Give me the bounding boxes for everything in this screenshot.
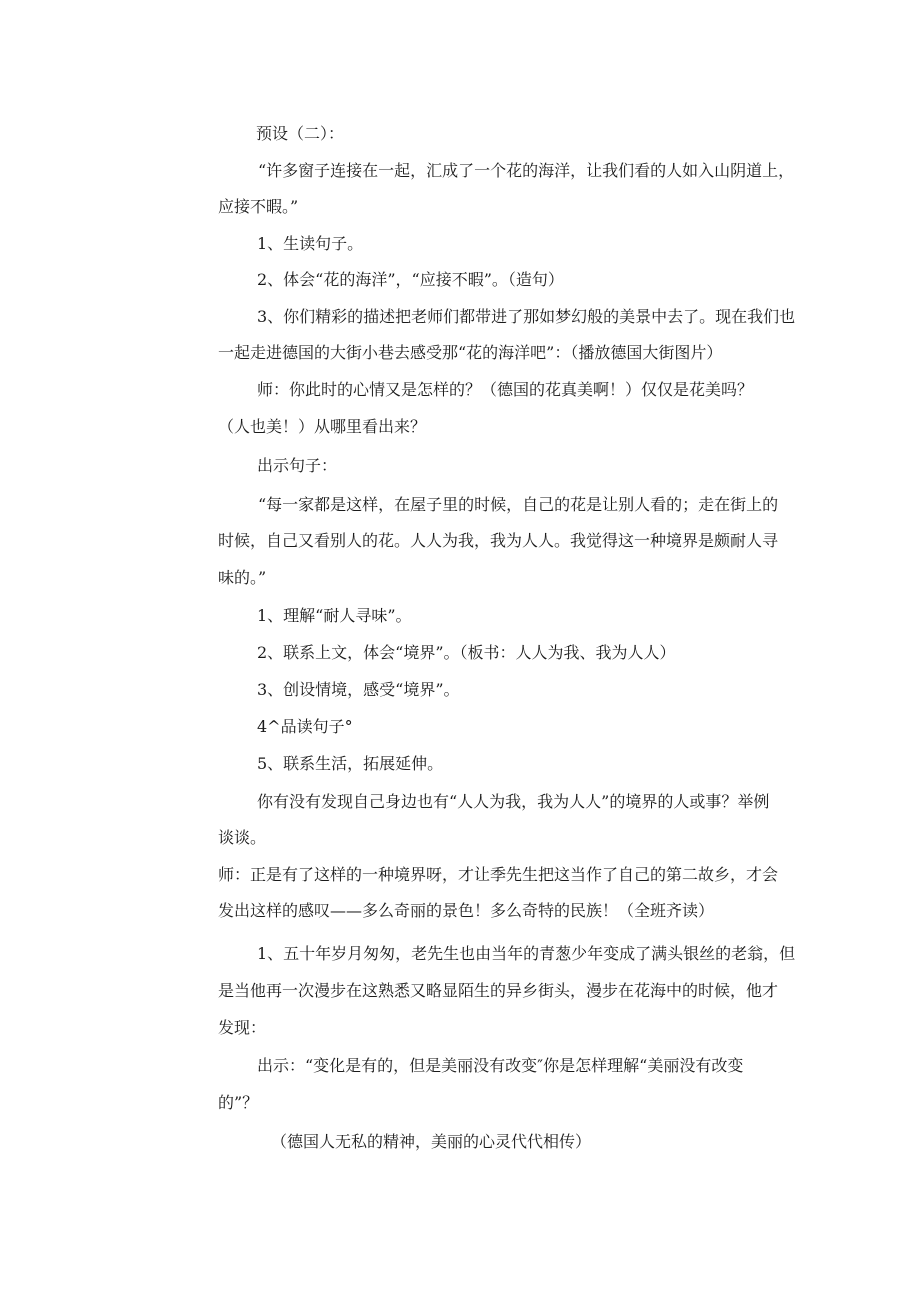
text-line: 3、创设情境，感受“境界”。	[257, 680, 460, 699]
text-line: 出示：“变化是有的，但是美丽没有改变″你是怎样理解“美丽没有改变	[257, 1056, 744, 1075]
text-line: 5、联系生活，拓展延伸。	[257, 754, 444, 773]
text-line: 4^品读句子°	[257, 717, 353, 736]
text-line: 谈谈。	[218, 828, 267, 847]
text-line: 一起走进德国的大街小巷去感受那“花的海洋吧”：（播放德国大街图片）	[218, 343, 723, 362]
text-line: 出示句子：	[257, 456, 338, 475]
text-line: 预设（二）：	[256, 124, 345, 143]
text-line: 2、体会“花的海洋”，“应接不暇”。（造句）	[257, 270, 564, 289]
text-line: 1、生读句子。	[257, 234, 364, 253]
text-line: 师：正是有了这样的一种境界呀，才让季先生把这当作了自己的第二故乡，才会	[218, 865, 779, 884]
text-line: 师：你此时的心情又是怎样的？（德国的花真美啊！）仅仅是花美吗？	[257, 380, 754, 399]
text-line: “许多窗子连接在一起，汇成了一个花的海洋，让我们看的人如入山阴道上，	[258, 161, 795, 180]
text-line: 时候，自己又看别人的花。人人为我，我为人人。我觉得这一种境界是颇耐人寻	[218, 531, 779, 550]
text-line: “每一家都是这样，在屋子里的时候，自己的花是让别人看的；走在街上的	[258, 495, 779, 514]
text-line: 的”？	[218, 1093, 259, 1112]
text-line: 3、你们精彩的描述把老师们都带进了那如梦幻般的美景中去了。现在我们也	[257, 307, 796, 326]
text-line: 发现：	[218, 1018, 267, 1037]
text-line: 1、五十年岁月匆匆，老先生也由当年的青葱少年变成了满头银丝的老翁，但	[257, 944, 796, 963]
text-line: （人也美！）从哪里看出来？	[218, 417, 427, 436]
text-line: 1、理解“耐人寻味”。	[257, 606, 412, 625]
text-line: 应接不暇。”	[218, 197, 299, 216]
text-line: 发出这样的感叹——多么奇丽的景色！多么奇特的民族！（全班齐读）	[218, 901, 715, 920]
text-line: 2、联系上文，体会“境界”。（板书：人人为我、我为人人）	[257, 643, 676, 662]
text-line: 味的。”	[218, 568, 267, 587]
text-line: 是当他再一次漫步在这熟悉又略显陌生的异乡街头，漫步在花海中的时候，他才	[218, 981, 779, 1000]
text-line: 你有没有发现自己身边也有“人人为我，我为人人”的境界的人或事？举例	[257, 792, 770, 811]
text-line: （德国人无私的精神，美丽的心灵代代相传）	[271, 1132, 592, 1151]
